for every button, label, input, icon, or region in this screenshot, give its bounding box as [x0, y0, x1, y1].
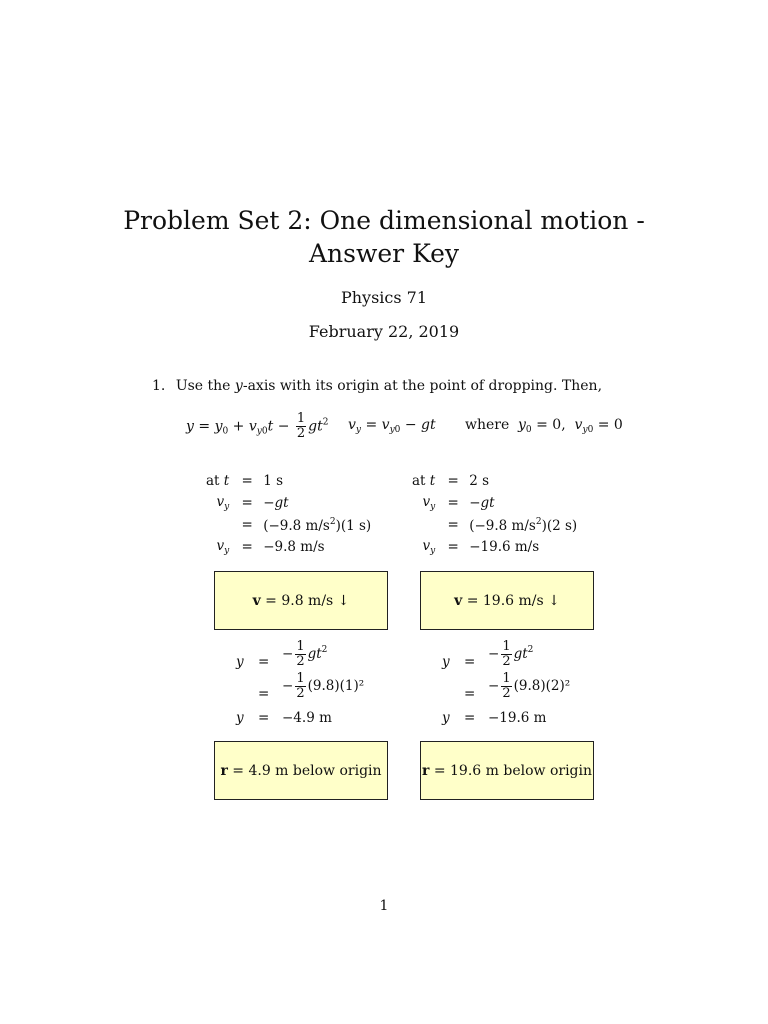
problem-var: y	[234, 378, 243, 394]
right-y-result: −19.6 m	[488, 710, 547, 726]
problem-text-after: -axis with its origin at the point of dropping. Then,	[242, 378, 603, 394]
date: February 22, 2019	[308, 322, 460, 341]
right-velocity-answer-box: v = 19.6 m/s ↓	[420, 571, 594, 630]
document-title	[84, 204, 684, 270]
right-time: 2 s	[469, 473, 490, 489]
document-page: Problem Set 2: One dimensional motion - Answer Key Physics 71 February 22, 2019 1. Use the y-axis with its origin at the point of dropping. Then, $y = y_0 + v_{y0}t$ − $\frac{1}{2}$ $gt^2$ $v_y = v_{y0}$ − gt where $y_0 = 0$, $v_{y0} = 0$ at t = 1 s $v_y$ = −gt = (−9.8 $m/s^2)(1$ s) $v_y$ = −9.8 m/s at t = 2 s $v_y$ = −gt = (−9.8 $m/s^2)(2$ s) $v_y$ = −19.6 m/s v = 9.8 m/s ↓ v = 19.6 m/s ↓ y = − $\frac{1}{2}$ $gt^2$ = − $\frac{1}{2}$ (9.8)(1)² y = −4.9 m y = − $\frac{1}{2}$ $gt^2$ = − $\frac{1}{2}$ (9.8)(2)² y = −19.6 m r = 4.9 m below origin r = 19.6 m below origin 1	[0, 0, 768, 1024]
left-y-sub: (9.8)(1)²	[307, 678, 365, 694]
left-position-answer-box: r = 4.9 m below origin	[214, 741, 388, 800]
left-y-result: −4.9 m	[282, 710, 332, 726]
right-position-answer: = 19.6 m below origin	[433, 762, 592, 779]
right-velocity-answer: = 19.6 m/s ↓	[466, 592, 560, 609]
initial-conditions: $y_0 = 0$, $v_{y0} = 0$	[518, 417, 623, 435]
page-number: 1	[379, 898, 389, 914]
where-label: where	[465, 417, 510, 433]
problem-number: 1.	[152, 378, 166, 394]
left-time: 1 s	[263, 473, 284, 489]
left-vy-result: −9.8 m/s	[263, 539, 325, 555]
left-velocity-answer: = 9.8 m/s ↓	[265, 592, 350, 609]
title-line-1: Problem Set 2: One dimensional motion -	[123, 206, 645, 235]
right-vy-result: −19.6 m/s	[469, 539, 540, 555]
problem-text-before: Use the	[175, 378, 235, 394]
position-equation: $y = y_0 + v_{y0}t$ − $\frac{1}{2}$ $gt^2$	[186, 411, 329, 441]
left-vy-step: −gt	[263, 495, 289, 511]
left-velocity-derivation: at t = 1 s $v_y$ = −gt = (−9.8 $m/s^2)(1$ s) $v_y$ = −9.8 m/s	[206, 470, 371, 558]
left-velocity-answer-box: v = 9.8 m/s ↓	[214, 571, 388, 630]
right-vy-step: −gt	[469, 495, 495, 511]
right-position-answer-box: r = 19.6 m below origin	[420, 741, 594, 800]
right-y-sub: (9.8)(2)²	[513, 678, 571, 694]
left-position-answer: = 4.9 m below origin	[232, 762, 382, 779]
author: Physics 71	[340, 288, 428, 307]
problem-statement	[152, 378, 602, 394]
velocity-equation: $v_y = v_{y0}$ − gt	[348, 417, 436, 435]
title-line-2: Answer Key	[309, 239, 459, 268]
right-velocity-derivation: at t = 2 s $v_y$ = −gt = (−9.8 $m/s^2)(2$ s) $v_y$ = −19.6 m/s	[412, 470, 577, 558]
